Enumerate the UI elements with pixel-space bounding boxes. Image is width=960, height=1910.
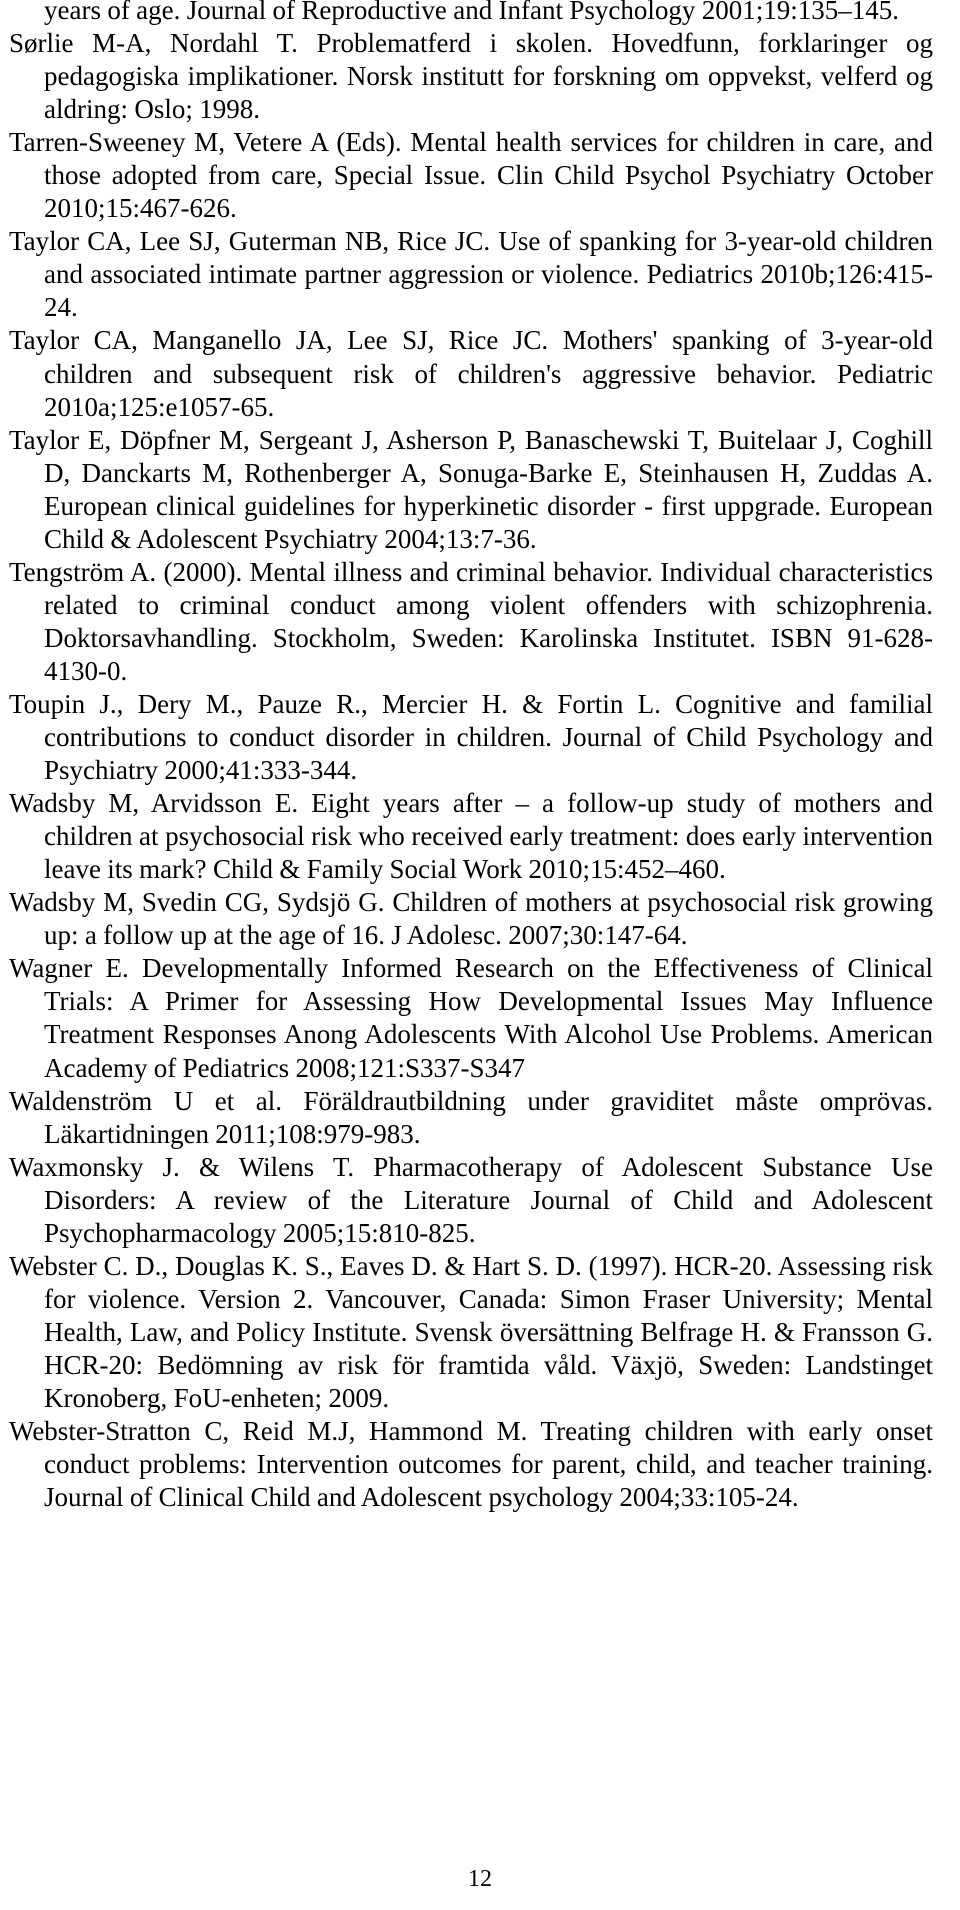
reference-entry-taylor-2010a: Taylor CA, Manganello JA, Lee SJ, Rice JC. Mothers' spanking of 3-year-old children and subsequent risk of children's aggressive behavior. Pediatric 2010a;125:e1057-65. bbox=[9, 325, 933, 422]
reference-entry-toupin: Toupin J., Dery M., Pauze R., Mercier H. & Fortin L. Cognitive and familial contributions to conduct disorder in children. Journal of Child Psychology and Psychiatry 2000;41:333-344. bbox=[9, 688, 933, 786]
page-number: 12 bbox=[468, 1866, 492, 1892]
reference-list bbox=[9, 0, 933, 1514]
reference-entry-wadsby-arvidsson: Wadsby M, Arvidsson E. Eight years after – a follow-up study of mothers and children at psychosocial risk who received early treatment: does early intervention leave its mark? Child & Family Social Work 2010;15:452–460. bbox=[9, 788, 933, 885]
reference-entry-tengstrom: Tengström A. (2000). Mental illness and criminal behavior. Individual characteristics related to criminal conduct among violent offenders with schizophrenia. Doktorsavhandling. Stockholm, Sweden: Karolinska Institutet. ISBN 91-628-4130-0. bbox=[9, 556, 933, 686]
reference-entry-sorlie: Sørlie M-A, Nordahl T. Problematferd i skolen. Hovedfunn, forklaringer og pedagogiska implikationer. Norsk institutt for forskning om oppvekst, velferd og aldring: Oslo; 1998. bbox=[9, 28, 933, 125]
reference-entry-waxmonsky: Waxmonsky J. & Wilens T. Pharmacotherapy of Adolescent Substance Use Disorders: A review of the Literature Journal of Child and Adolescent Psychopharmacology 2005;15:810-825. bbox=[9, 1151, 933, 1248]
reference-entry-webster: Webster C. D., Douglas K. S., Eaves D. & Hart S. D. (1997). HCR-20. Assessing risk for violence. Version 2. Vancouver, Canada: Simon Fraser University; Mental Health, Law, and Policy Institute. Svensk översättning Belfrage H. & Fransson G. HCR-20: Bedömning av risk för framtida våld. Växjö, Sweden: Landstinget Kronoberg, FoU-enheten; 2009. bbox=[9, 1250, 933, 1413]
reference-entry-taylor-2010b: Taylor CA, Lee SJ, Guterman NB, Rice JC. Use of spanking for 3-year-old children and associated intimate partner aggression or violence. Pediatrics 2010b;126:415-24. bbox=[9, 226, 933, 323]
reference-entry-webster-stratton: Webster-Stratton C, Reid M.J, Hammond M. Treating children with early onset conduct problems: Intervention outcomes for parent, child, and teacher training. Journal of Clinical Child and Adolescent psychology 2004;33:105-24. bbox=[9, 1416, 933, 1513]
reference-entry-taylor-e: Taylor E, Döpfner M, Sergeant J, Asherson P, Banaschewski T, Buitelaar J, Coghill D, Danckarts M, Rothenberger A, Sonuga-Barke E, Steinhausen H, Zuddas A. European clinical guidelines for hyperkinetic disorder - first uppgrade. European Child & Adolescent Psychiatry 2004;13:7-36. bbox=[9, 424, 933, 554]
reference-entry-wagner: Wagner E. Developmentally Informed Research on the Effectiveness of Clinical Trials: A Primer for Assessing How Developmental Issues May Influence Treatment Responses Anong Adolescents With Alcohol Use Problems. American Academy of Pediatrics 2008;121:S337-S347 bbox=[9, 953, 933, 1083]
reference-entry-wadsby-svedin: Wadsby M, Svedin CG, Sydsjö G. Children of mothers at psychosocial risk growing up: a follow up at the age of 16. J Adolesc. 2007;30:147-64. bbox=[9, 887, 933, 951]
reference-entry-waldenstrom: Waldenström U et al. Föräldrautbildning under graviditet måste omprövas. Läkartidningen 2011;108:979-983. bbox=[9, 1085, 933, 1149]
reference-entry-continued: years of age. Journal of Reproductive and Infant Psychology 2001;19:135–145. bbox=[44, 0, 899, 25]
reference-entry-tarren-sweeney: Tarren-Sweeney M, Vetere A (Eds). Mental health services for children in care, and those adopted from care, Special Issue. Clin Child Psychol Psychiatry October 2010;15:467-626. bbox=[9, 127, 933, 224]
